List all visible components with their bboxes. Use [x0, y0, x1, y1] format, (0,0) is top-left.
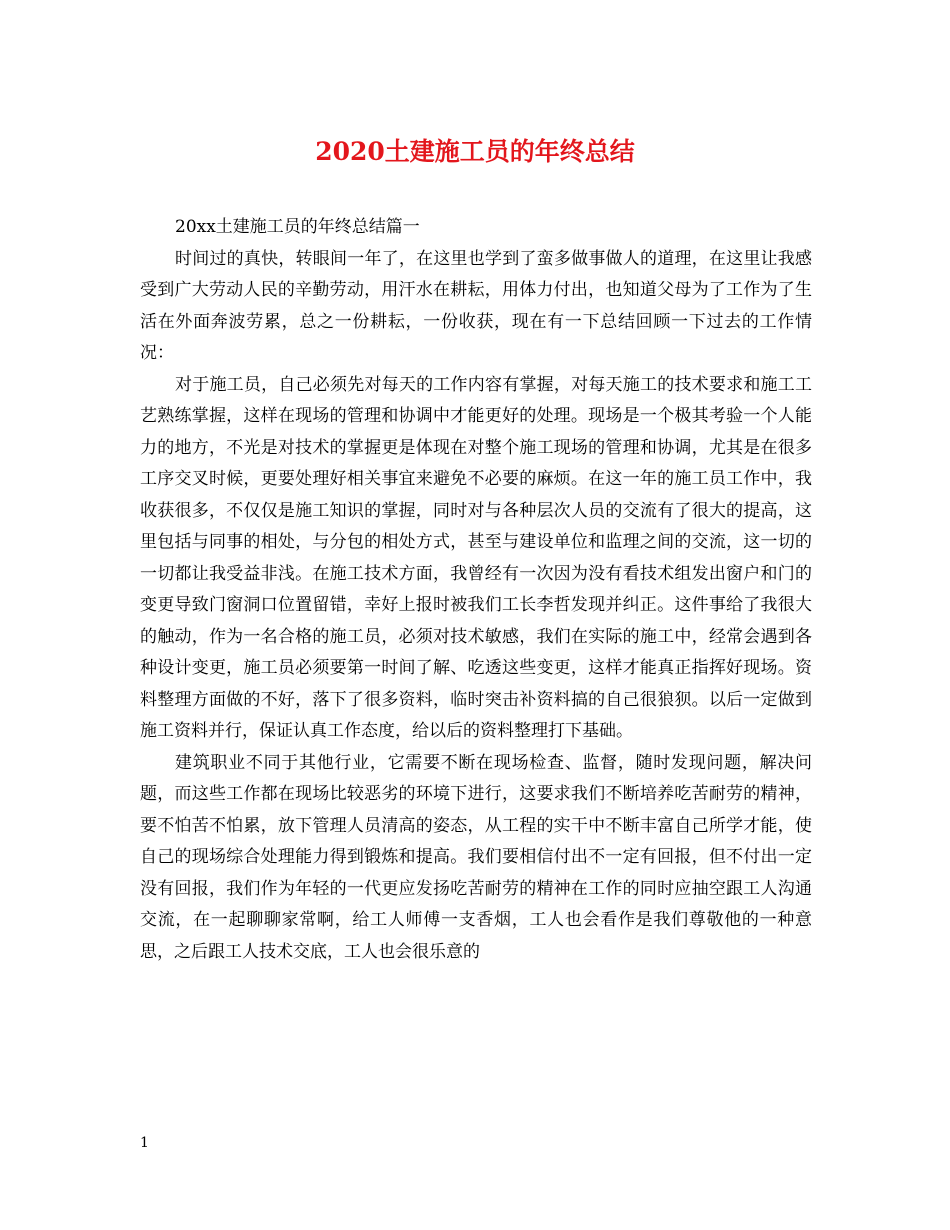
- page-number: 1: [140, 1135, 149, 1151]
- paragraph-construction-work: 对于施工员，自己必须先对每天的工作内容有掌握，对每天施工的技术要求和施工工艺熟练掌握，这样在现场的管理和协调中才能更好的处理。现场是一个极其考验一个人能力的地方，不光是对技术的掌握更是体现在对整个施工现场的管理和协调，尤其是在很多工序交叉时候，更要处理好相关事宜来避免不必要的麻烦。在这一年的施工员工作中，我收获很多，不仅仅是施工知识的掌握，同时对与各种层次人员的交流有了很大的提高，这里包括与同事的相处，与分包的相处方式，甚至与建设单位和监理之间的交流，这一切的一切都让我受益非浅。在施工技术方面，我曾经有一次因为没有看技术组发出窗户和门的变更导致门窗洞口位置留错，幸好上报时被我们工长李哲发现并纠正。这件事给了我很大的触动，作为一名合格的施工员，必须对技术敏感，我们在实际的施工中，经常会遇到各种设计变更，施工员必须要第一时间了解、吃透这些变更，这样才能真正指挥好现场。资料整理方面做的不好，落下了很多资料，临时突击补资料搞的自己很狼狈。以后一定做到施工资料并行，保证认真工作态度，给以后的资料整理打下基础。: [140, 374, 812, 741]
- paragraph-intro: 时间过的真快，转眼间一年了，在这里也学到了蛮多做事做人的道理，在这里让我感受到广大劳动人民的辛勤劳动，用汗水在耕耘，用体力付出，也知道父母为了工作为了生活在外面奔波劳累，总之一份耕耘，一份收获，现在有一下总结回顾一下过去的工作情况：: [140, 248, 812, 363]
- paragraph-hard-work: 建筑职业不同于其他行业，它需要不断在现场检查、监督，随时发现问题，解决问题，而这些工作都在现场比较恶劣的环境下进行，这要求我们不断培养吃苦耐劳的精神，要不怕苦不怕累，放下管理人员清高的姿态，从工程的实干中不断丰富自己所学才能，使自己的现场综合处理能力得到锻炼和提高。我们要相信付出不一定有回报，但不付出一定没有回报，我们作为年轻的一代更应发扬吃苦耐劳的精神在工作的同时应抽空跟工人沟通交流，在一起聊聊家常啊，给工人师傅一支香烟，工人也会看作是我们尊敬他的一种意思，之后跟工人技术交底，工人也会很乐意的: [140, 752, 812, 962]
- document-body: [140, 212, 812, 968]
- section-heading: 20xx土建施工员的年终总结篇一: [175, 217, 420, 237]
- document-title: 2020土建施工员的年终总结: [315, 137, 635, 166]
